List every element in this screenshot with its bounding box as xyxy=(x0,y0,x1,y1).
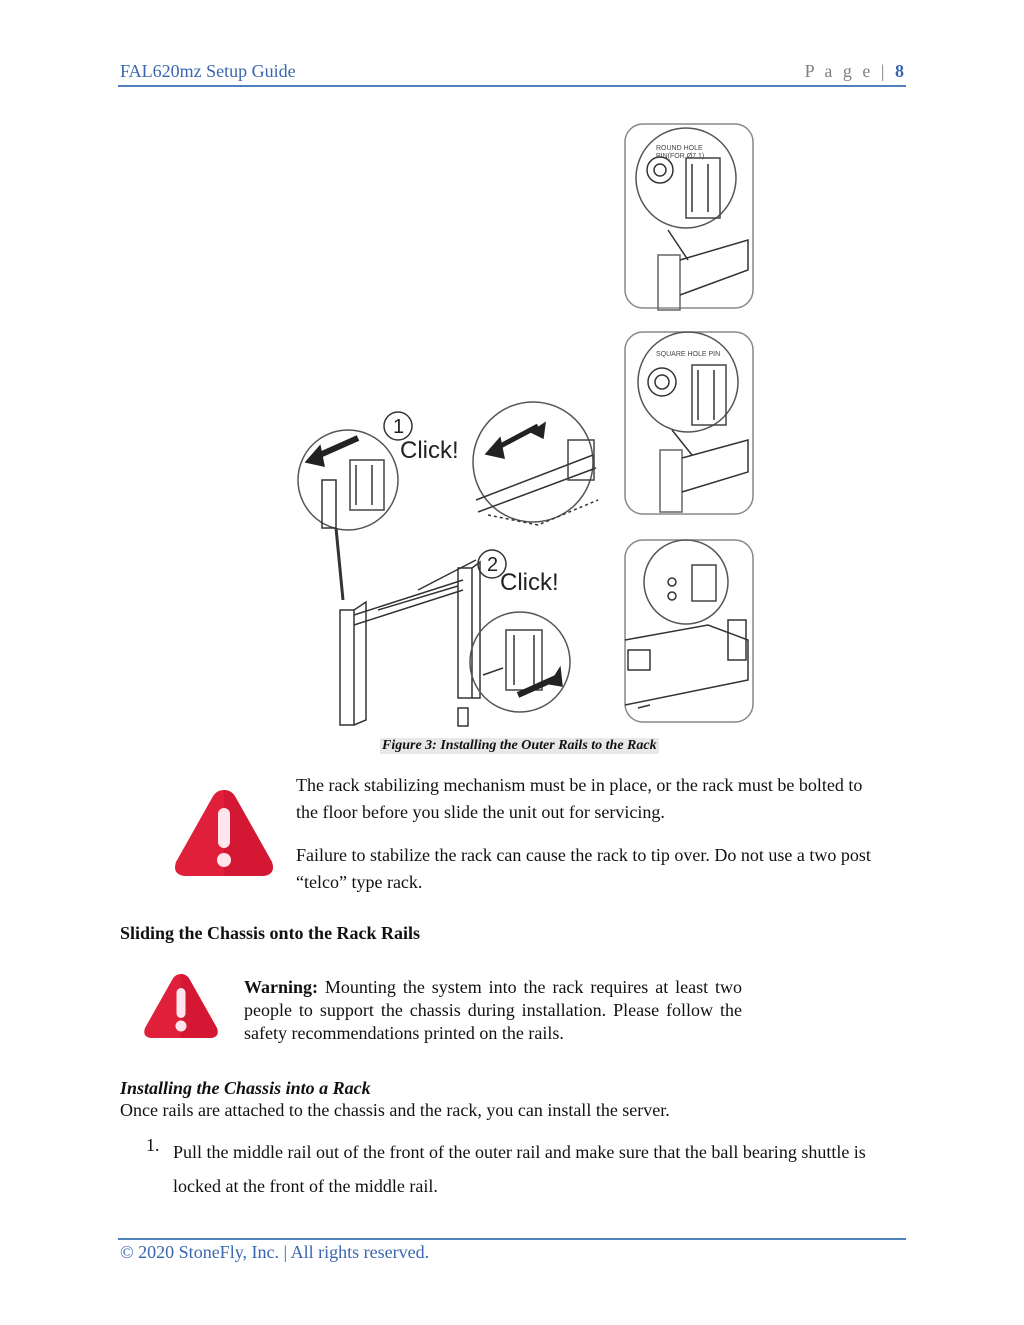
click-one-number: 1 xyxy=(393,416,405,438)
round-hole-pin-panel xyxy=(625,124,753,310)
rack-rails xyxy=(340,560,480,726)
square-hole-label: SQUARE HOLE PIN xyxy=(656,351,721,358)
warning-paragraph xyxy=(244,976,742,1045)
round-hole-label-2: PIN(FOR Ø7.1) xyxy=(656,153,705,160)
section-heading: Sliding the Chassis onto the Rack Rails xyxy=(120,923,421,943)
warning-text: Mounting the system into the rack requires at least two people to support the chassis during installation. Please follow the safety recommendations printed on the rails. xyxy=(244,977,742,1043)
page-label: P a g e | xyxy=(804,61,888,81)
click-two-label: Click! xyxy=(500,569,559,596)
stabilizer-notice: The rack stabilizing mechanism must be in place, or the rack must be bolted to the floor before you slide the unit out for servicing. xyxy=(296,775,863,822)
warning-label: Warning: xyxy=(244,977,319,997)
warning-icon xyxy=(142,970,220,1040)
round-hole-label-1: ROUND HOLE xyxy=(656,145,703,152)
slide-rail-detail xyxy=(473,402,598,525)
chassis-rail-panel xyxy=(625,540,753,722)
click-two-detail xyxy=(470,550,570,712)
page-number-label xyxy=(805,61,904,82)
step-number: 1. xyxy=(146,1135,160,1155)
subsection-heading: Installing the Chassis into a Rack xyxy=(120,1078,371,1098)
click-one-detail xyxy=(298,412,459,600)
click-two-number: 2 xyxy=(487,554,499,576)
step-text: Pull the middle rail out of the front of the outer rail and make sure that the ball bearing shuttle is locked at the front of the middle rail. xyxy=(173,1142,866,1196)
figure-caption: Figure 3: Installing the Outer Rails to the Rack xyxy=(382,738,657,753)
warning-icon xyxy=(172,784,276,880)
footer-copyright: © 2020 StoneFly, Inc. | All rights reserved. xyxy=(120,1242,430,1262)
click-one-label: Click! xyxy=(400,437,459,464)
square-hole-pin-panel xyxy=(625,332,753,514)
subsection-intro: Once rails are attached to the chassis and the rack, you can install the server. xyxy=(120,1100,670,1120)
rail-installation-figure xyxy=(288,120,758,730)
tip-over-notice: Failure to stabilize the rack can cause the rack to tip over. Do not use a two post “telco” type rack. xyxy=(296,845,871,892)
document-title: FAL620mz Setup Guide xyxy=(120,61,296,81)
header-divider xyxy=(118,85,906,87)
footer-divider xyxy=(118,1238,906,1240)
page-number: 8 xyxy=(895,61,904,81)
